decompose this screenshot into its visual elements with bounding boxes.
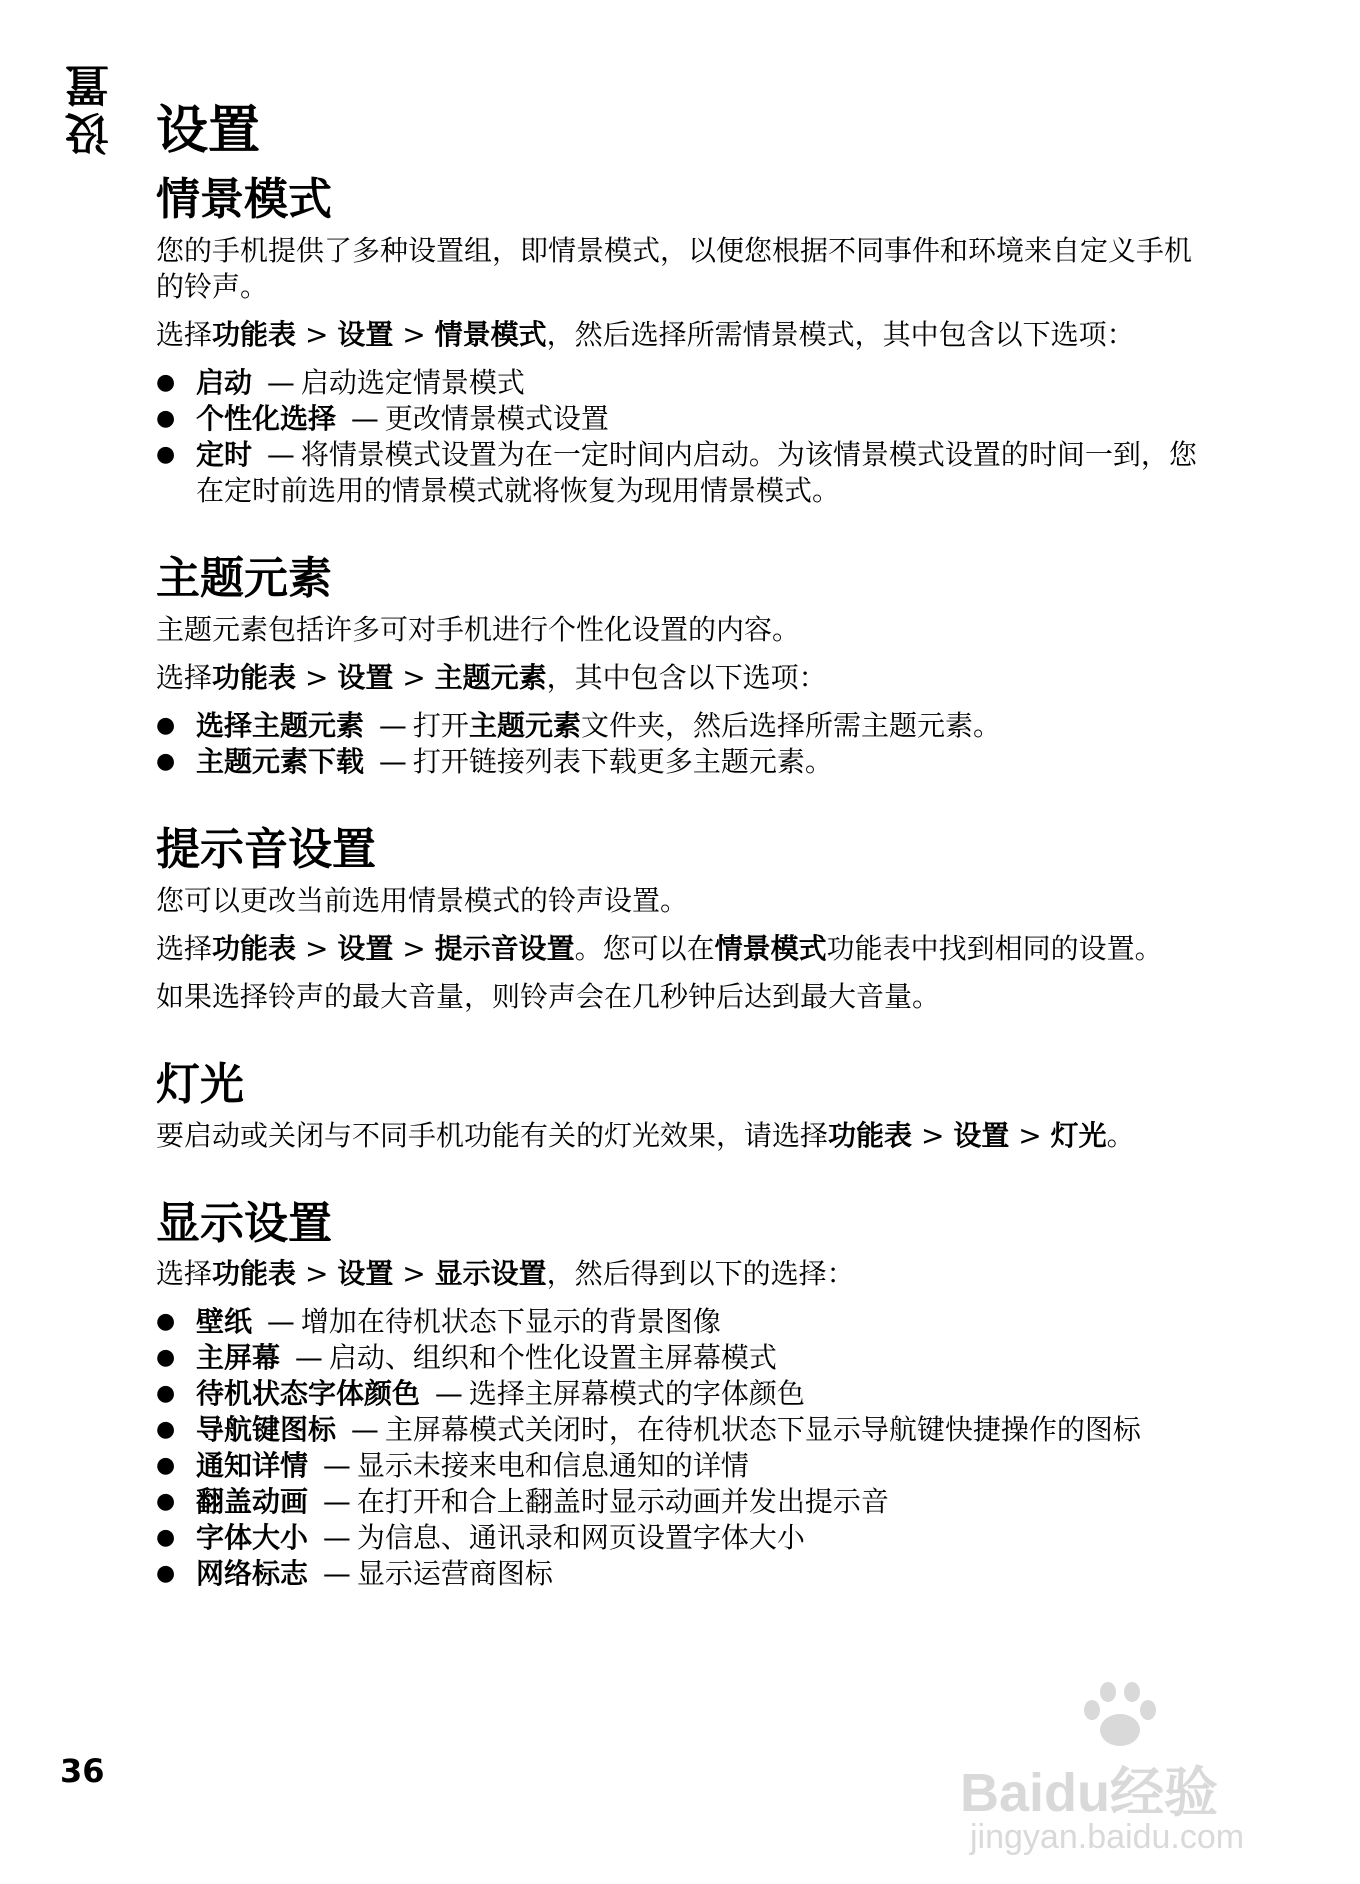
section-tones — [156, 824, 1206, 1015]
menu-path: 选择功能表 > 设置 > 主题元素，其中包含以下选项： — [156, 660, 827, 694]
side-tab: 设置 — [66, 60, 117, 156]
section-note: 如果选择铃声的最大音量，则铃声会在几秒钟后达到最大音量。 — [156, 979, 941, 1013]
section-heading: 灯光 — [156, 1058, 244, 1110]
section-heading: 情景模式 — [156, 174, 332, 226]
section-themes — [156, 553, 1206, 780]
option-list — [156, 708, 1206, 780]
baidu-watermark — [960, 1680, 1290, 1870]
section-intro: 主题元素包括许多可对手机进行个性化设置的内容。 — [156, 612, 801, 646]
section-heading: 提示音设置 — [156, 823, 376, 875]
list-item: ● 网络标志 — 显示运营商图标 — [156, 1556, 1206, 1592]
page-title: 设置 — [156, 101, 261, 161]
watermark-url: jingyan.baidu.com — [970, 1818, 1245, 1856]
section-intro: 您可以更改当前选用情景模式的铃声设置。 — [156, 883, 689, 917]
list-item: ● 启动 — 启动选定情景模式 — [156, 365, 1206, 401]
menu-path: 选择功能表 > 设置 > 情景模式，然后选择所需情景模式，其中包含以下选项： — [156, 318, 1135, 352]
section-heading: 显示设置 — [156, 1197, 332, 1249]
section-heading: 主题元素 — [156, 553, 332, 605]
list-item: ● 个性化选择 — 更改情景模式设置 — [156, 401, 1206, 437]
menu-path: 选择功能表 > 设置 > 显示设置，然后得到以下的选择： — [156, 1257, 855, 1291]
section-profiles — [156, 174, 1206, 509]
list-item: ● 通知详情 — 显示未接来电和信息通知的详情 — [156, 1448, 1206, 1484]
list-item: ● 翻盖动画 — 在打开和合上翻盖时显示动画并发出提示音 — [156, 1484, 1206, 1520]
list-item: ● 导航键图标 — 主屏幕模式关闭时，在待机状态下显示导航键快捷操作的图标 — [156, 1412, 1206, 1448]
list-item: ● 待机状态字体颜色 — 选择主屏幕模式的字体颜色 — [156, 1376, 1206, 1412]
section-display — [156, 1198, 1206, 1593]
list-item: ● 字体大小 — 为信息、通讯录和网页设置字体大小 — [156, 1520, 1206, 1556]
list-item: ● 主屏幕 — 启动、组织和个性化设置主屏幕模式 — [156, 1340, 1206, 1376]
list-item: ● 选择主题元素 — 打开主题元素文件夹，然后选择所需主题元素。 — [156, 708, 1206, 744]
paw-icon — [1078, 1680, 1162, 1752]
section-intro: 您的手机提供了多种设置组，即情景模式，以便您根据不同事件和环境来自定义手机的铃声。 — [156, 234, 1193, 304]
list-item: ● 主题元素下载 — 打开链接列表下载更多主题元素。 — [156, 744, 1206, 780]
page-content — [156, 100, 1206, 1636]
page-number: 36 — [60, 1752, 105, 1790]
option-list — [156, 365, 1206, 509]
option-list — [156, 1304, 1206, 1592]
list-item: ● 定时 — 将情景模式设置为在一定时间内启动。为该情景模式设置的时间一到，您在定时前选用的情景模式就将恢复为现用情景模式。 — [156, 437, 1206, 509]
menu-path: 要启动或关闭与不同手机功能有关的灯光效果，请选择功能表 > 设置 > 灯光。 — [156, 1118, 1135, 1152]
menu-path: 选择功能表 > 设置 > 提示音设置。您可以在情景模式功能表中找到相同的设置。 — [156, 931, 1163, 965]
watermark-brand: Baidu经验 — [960, 1763, 1219, 1823]
section-lights — [156, 1059, 1206, 1154]
list-item: ● 壁纸 — 增加在待机状态下显示的背景图像 — [156, 1304, 1206, 1340]
